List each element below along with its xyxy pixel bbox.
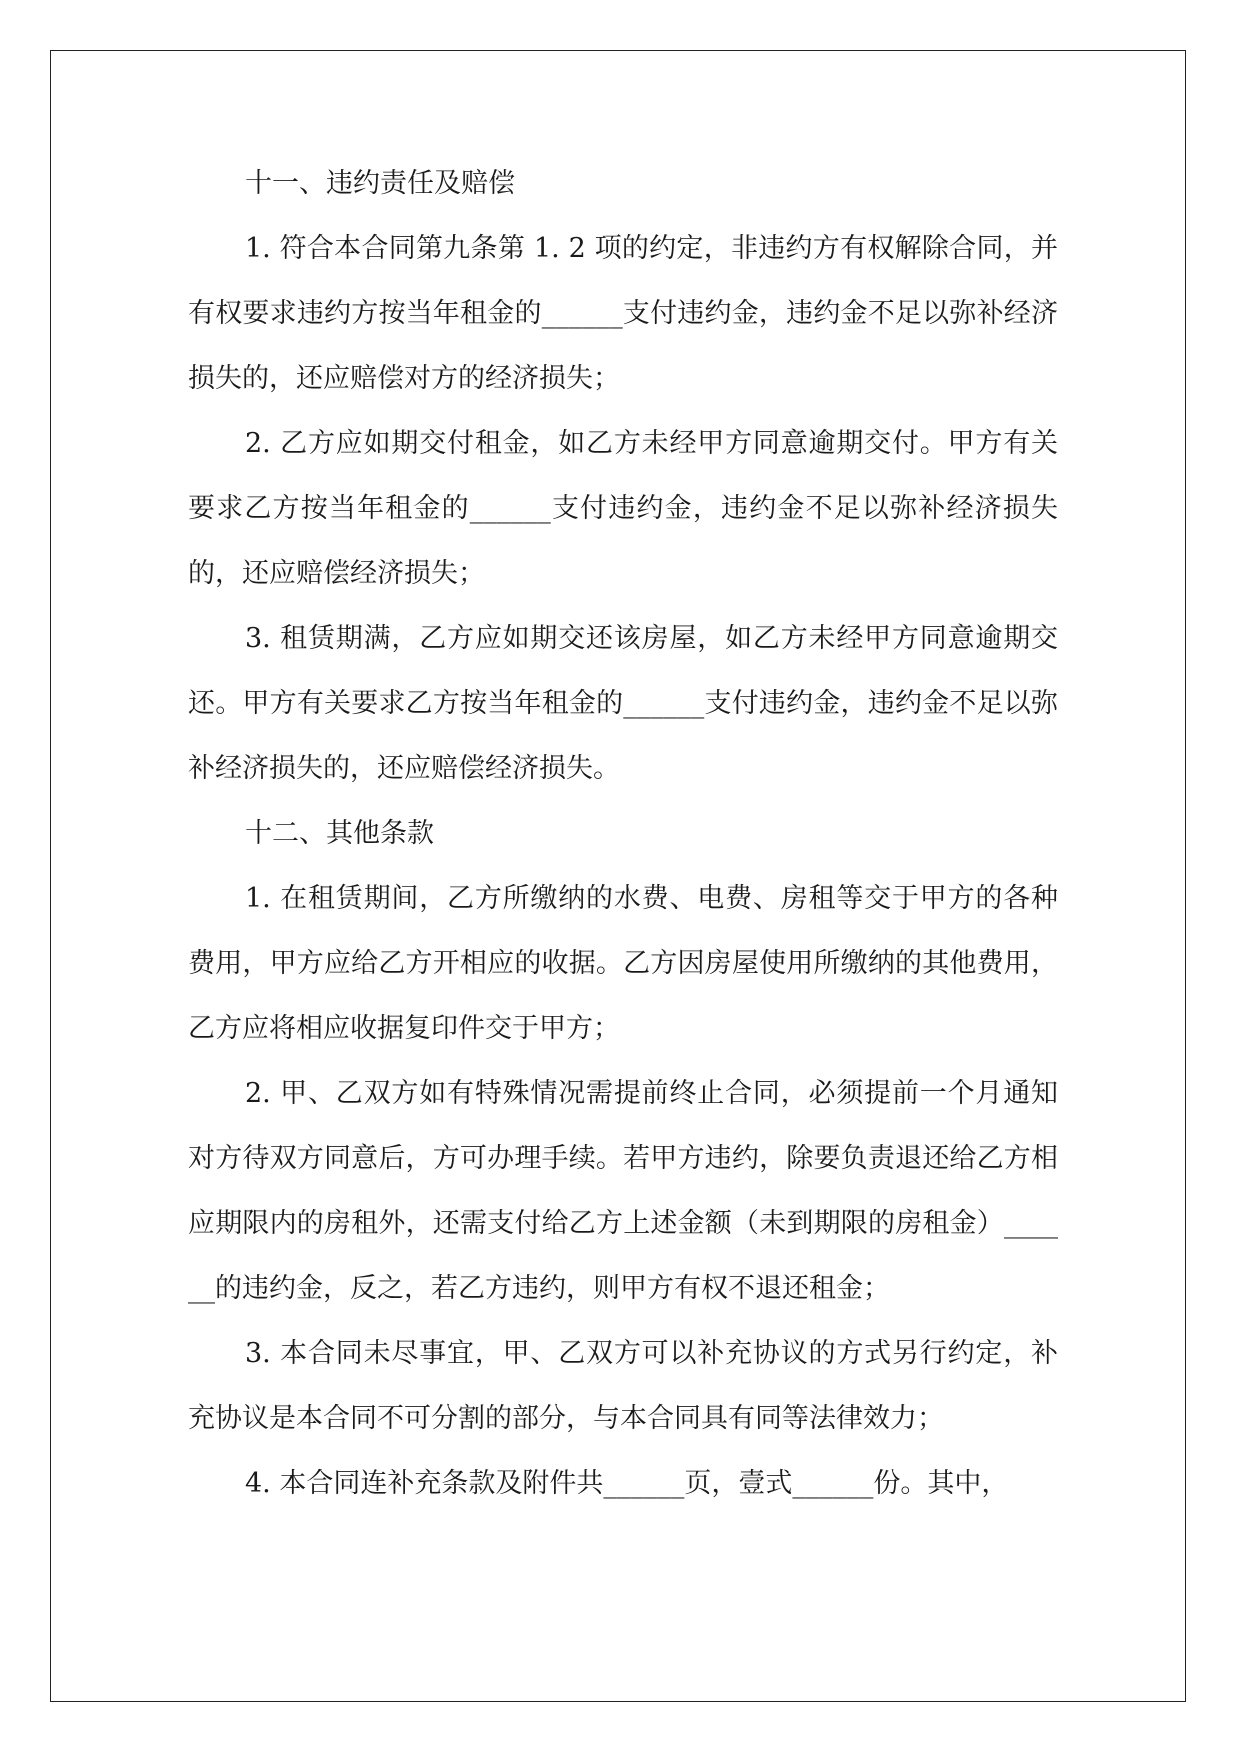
clause-paragraph: 4. 本合同连补充条款及附件共______页，壹式______份。其中， xyxy=(245,1468,1009,1499)
clause-paragraph: 2. 乙方应如期交付租金，如乙方未经甲方同意逾期交付。甲方有关要求乙方按当年租金的______支付违约金，违约金不足以弥补经济损失的，还应赔偿经济损失； xyxy=(188,428,1058,589)
section-heading-other-terms: 十二、其他条款 xyxy=(245,818,434,849)
clause-paragraph: 3. 本合同未尽事宜，甲、乙双方可以补充协议的方式另行约定，补充协议是本合同不可分割的部分，与本合同具有同等法律效力； xyxy=(188,1338,1058,1434)
section-heading-breach-liability: 十一、违约责任及赔偿 xyxy=(245,168,515,199)
document-body xyxy=(188,151,1058,1516)
clause-paragraph: 1. 符合本合同第九条第 1. 2 项的约定，非违约方有权解除合同，并有权要求违约方按当年租金的______支付违约金，违约金不足以弥补经济损失的，还应赔偿对方的经济损失； xyxy=(188,233,1058,394)
clause-paragraph: 3. 租赁期满，乙方应如期交还该房屋，如乙方未经甲方同意逾期交还。甲方有关要求乙方按当年租金的______支付违约金，违约金不足以弥补经济损失的，还应赔偿经济损失。 xyxy=(188,623,1058,784)
clause-paragraph: 1. 在租赁期间，乙方所缴纳的水费、电费、房租等交于甲方的各种费用，甲方应给乙方开相应的收据。乙方因房屋使用所缴纳的其他费用，乙方应将相应收据复印件交于甲方； xyxy=(188,883,1058,1044)
clause-paragraph: 2. 甲、乙双方如有特殊情况需提前终止合同，必须提前一个月通知对方待双方同意后，方可办理手续。若甲方违约，除要负责退还给乙方相应期限内的房租外，还需支付给乙方上述金额（未到期限的房租金）______的违约金，反之，若乙方违约，则甲方有权不退还租金； xyxy=(188,1078,1058,1304)
